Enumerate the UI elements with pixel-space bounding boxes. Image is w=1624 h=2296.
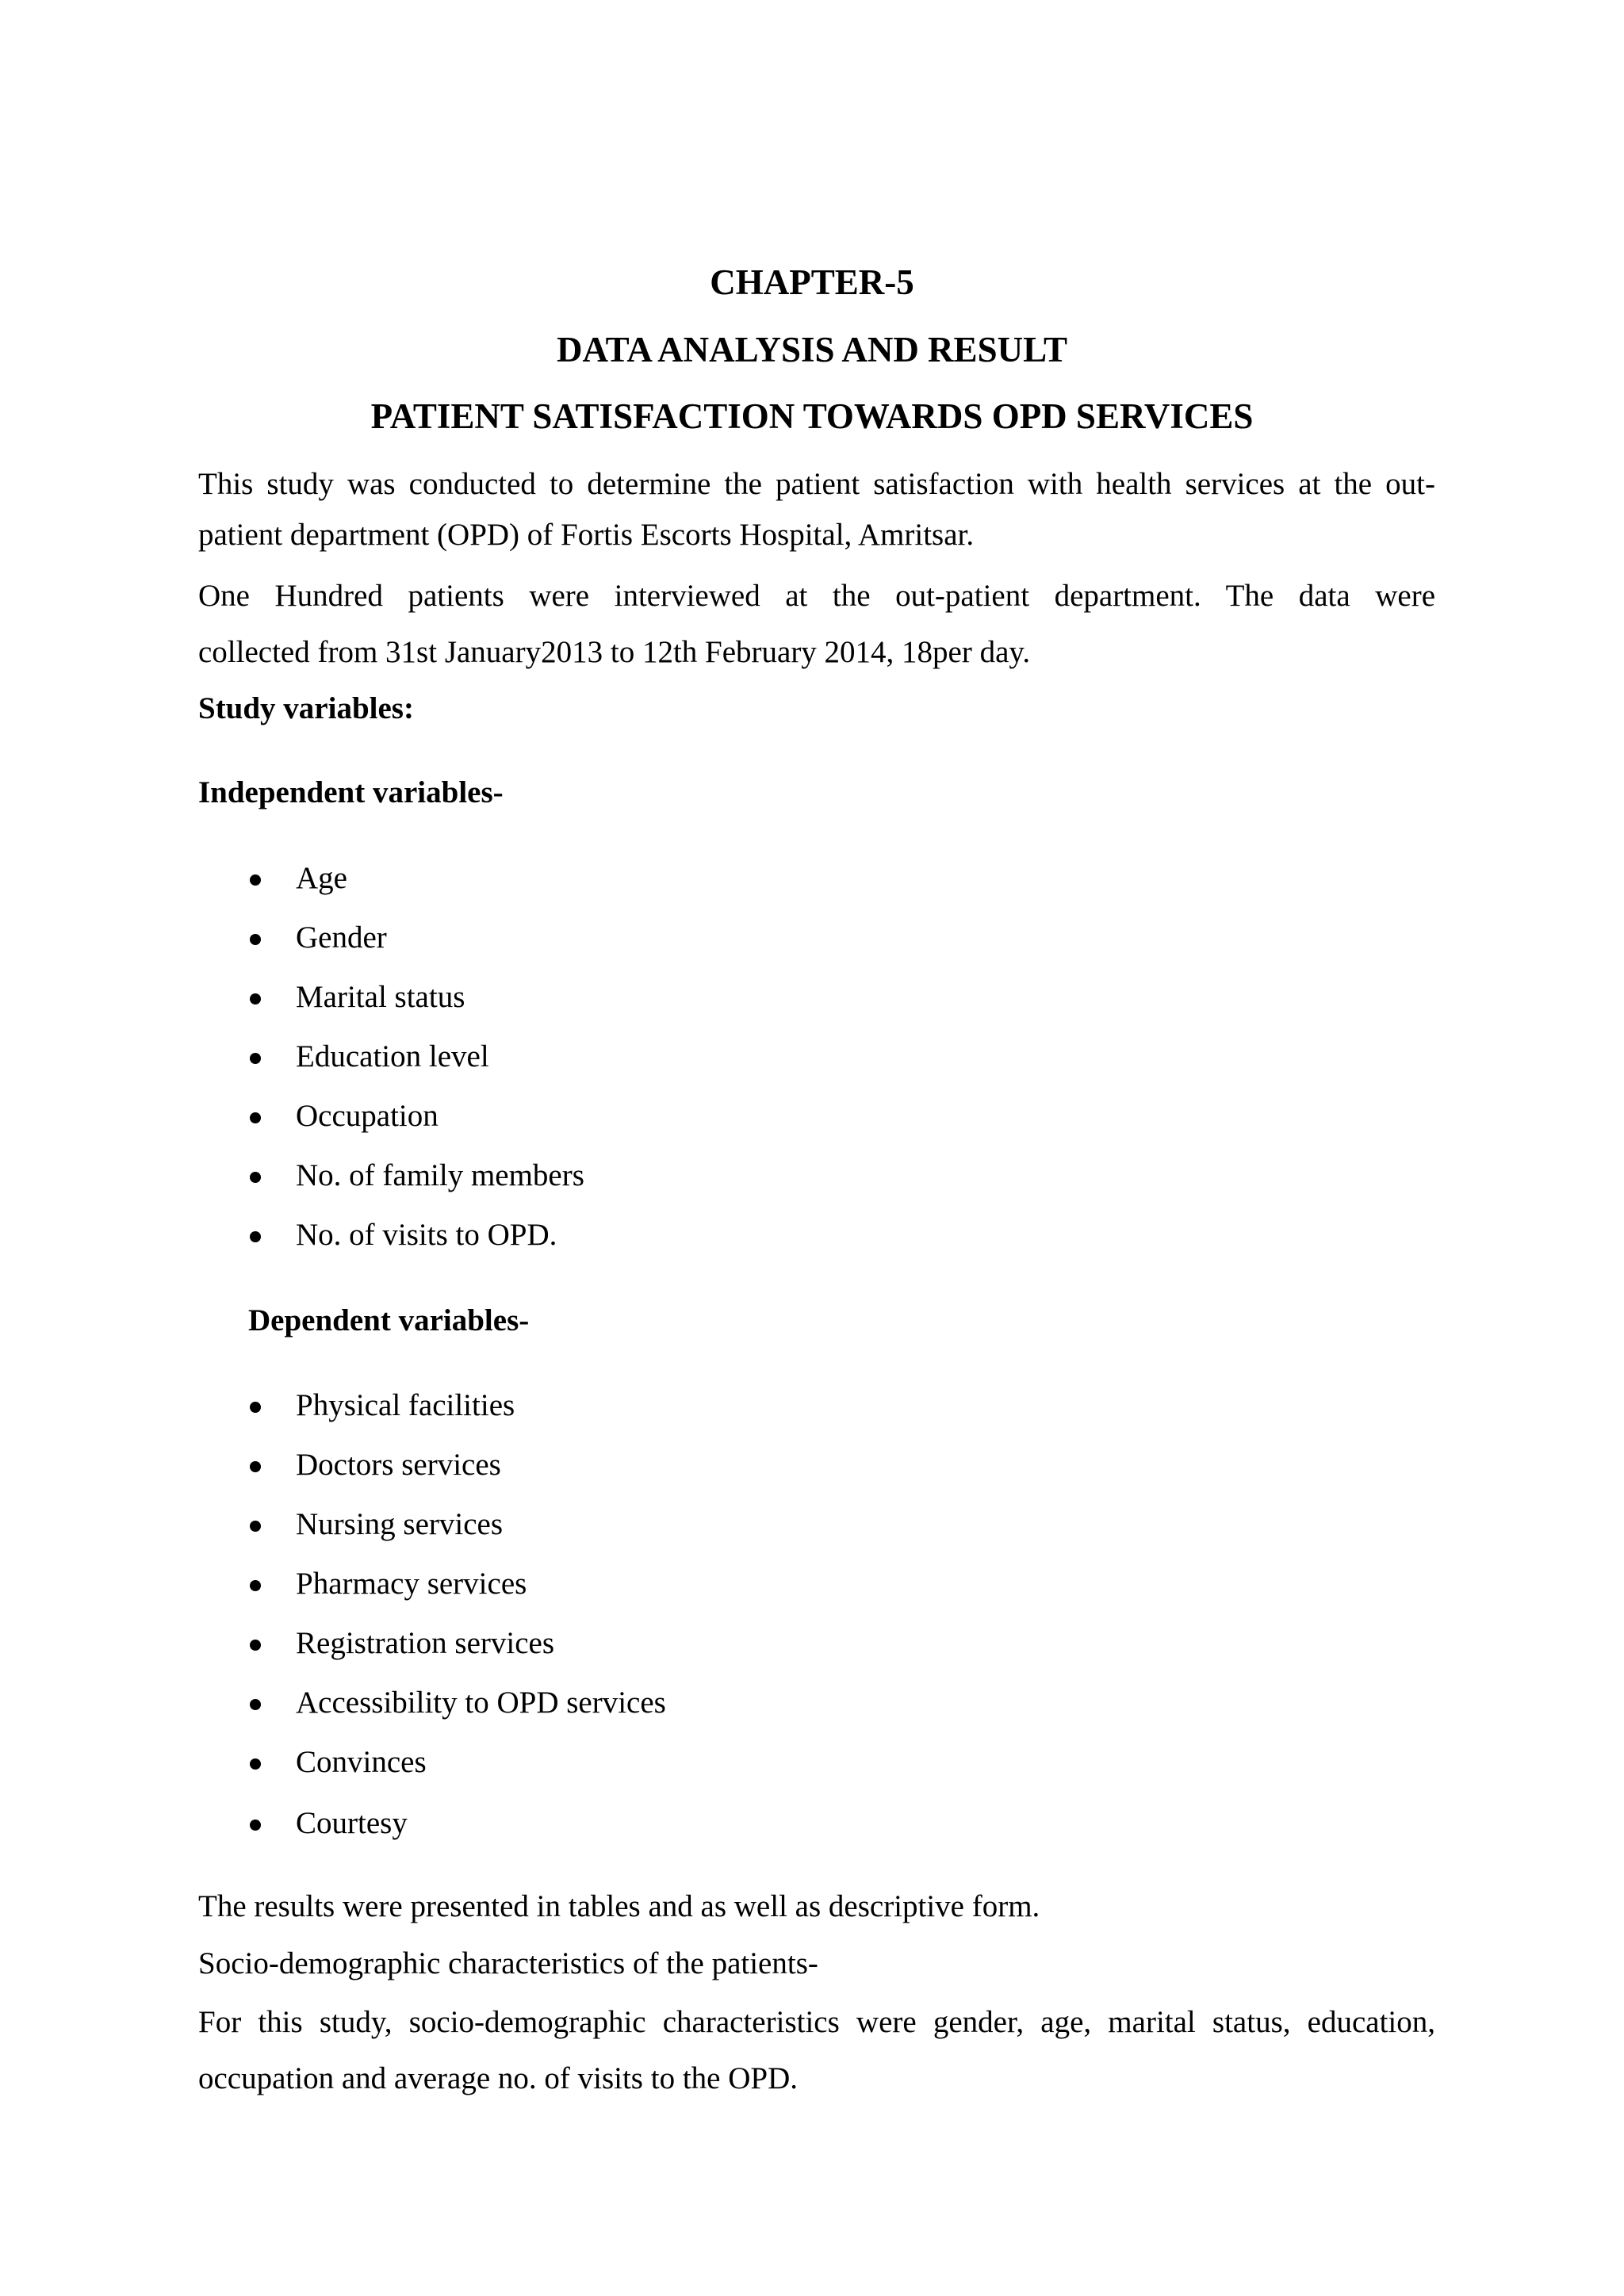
list-item-text: No. of visits to OPD. — [296, 1218, 557, 1252]
bullet-icon — [250, 1580, 261, 1591]
list-item — [0, 1743, 952, 1782]
bullet-icon — [250, 1231, 261, 1242]
list-item-text: Registration services — [296, 1626, 554, 1660]
list-item — [0, 978, 952, 1017]
intro-line-2: patient department (OPD) of Fortis Escorts Hospital, Amritsar. — [198, 518, 975, 552]
list-item-text: Accessibility to OPD services — [296, 1686, 666, 1720]
intro-line-1: This study was conducted to determine the patient satisfaction with health services at the out- — [198, 467, 1435, 501]
list-item — [0, 1683, 952, 1723]
list-item-text: Age — [296, 861, 347, 895]
list-item — [0, 1156, 952, 1196]
bullet-icon — [250, 1461, 261, 1472]
list-item-text: Education level — [296, 1039, 489, 1073]
list-item-text: Occupation — [296, 1099, 439, 1133]
bullet-icon — [250, 1640, 261, 1651]
study-variables-label: Study variables: — [198, 691, 414, 725]
closing-line-3: For this study, socio-demographic characteristics were gender, age, marital status, education, — [198, 2005, 1435, 2039]
bullet-icon — [250, 934, 261, 945]
list-item — [0, 1445, 952, 1485]
intro-line-3: One Hundred patients were interviewed at the out-patient department. The data were — [198, 579, 1435, 613]
bullet-icon — [250, 993, 261, 1004]
bullet-icon — [250, 874, 261, 886]
list-item — [0, 1096, 952, 1136]
bullet-icon — [250, 1053, 261, 1064]
list-item-text: Physical facilities — [296, 1388, 515, 1422]
bullet-icon — [250, 1699, 261, 1710]
bullet-icon — [250, 1521, 261, 1532]
list-item — [0, 918, 952, 958]
list-item-text: Gender — [296, 920, 387, 955]
intro-line-4: collected from 31st January2013 to 12th February 2014, 18per day. — [198, 635, 1031, 669]
list-item-text: Nursing services — [296, 1507, 504, 1541]
closing-line-4: occupation and average no. of visits to the OPD. — [198, 2061, 798, 2095]
list-item-text: Doctors services — [296, 1448, 501, 1482]
dependent-variables-label: Dependent variables- — [248, 1303, 530, 1337]
bullet-icon — [250, 1820, 261, 1831]
list-item — [0, 1804, 952, 1843]
list-item — [0, 1386, 952, 1425]
bullet-icon — [250, 1172, 261, 1183]
independent-variables-label: Independent variables- — [198, 775, 504, 809]
list-item — [0, 1564, 952, 1604]
bullet-icon — [250, 1402, 261, 1413]
list-item-text: Pharmacy services — [296, 1567, 527, 1601]
bullet-icon — [250, 1758, 261, 1770]
list-item — [0, 1215, 952, 1255]
closing-line-1: The results were presented in tables and as well as descriptive form. — [198, 1889, 1040, 1923]
list-item-text: Convinces — [296, 1745, 427, 1779]
list-item — [0, 1624, 952, 1663]
list-item-text: No. of family members — [296, 1158, 584, 1192]
bullet-icon — [250, 1112, 261, 1123]
subsection-heading: PATIENT SATISFACTION TOWARDS OPD SERVICES — [370, 396, 1254, 436]
list-item-text: Marital status — [296, 980, 465, 1014]
list-item-text: Courtesy — [296, 1806, 408, 1840]
list-item — [0, 1505, 952, 1544]
chapter-heading: CHAPTER-5 — [710, 262, 914, 302]
closing-line-2: Socio-demographic characteristics of the patients- — [198, 1946, 818, 1980]
list-item — [0, 1037, 952, 1077]
section-heading: DATA ANALYSIS AND RESULT — [557, 330, 1067, 369]
list-item — [0, 859, 952, 898]
